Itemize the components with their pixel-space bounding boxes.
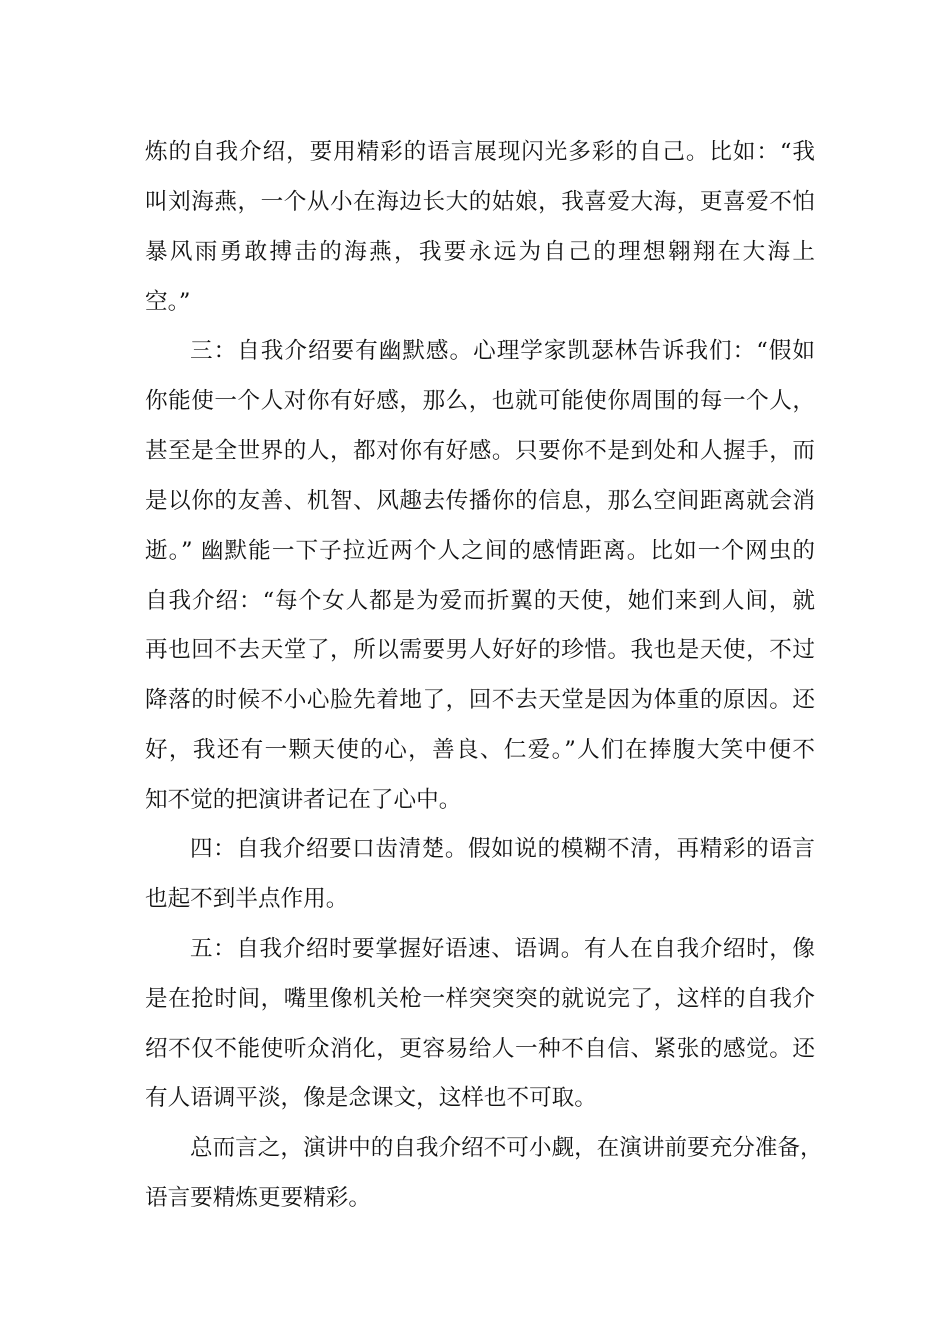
text-line: 是在抢时间，嘴里像机关枪一样突突突的就说完了，这样的自我介 [145, 986, 815, 1012]
text-line: 你能使一个人对你有好感，那么，也就可能使你周围的每一个人， [145, 388, 815, 414]
text-line: 暴风雨勇敢搏击的海燕，我要永远为自己的理想翱翔在大海上 [145, 239, 815, 265]
text-line: 甚至是全世界的人，都对你有好感。只要你不是到处和人握手，而 [145, 438, 815, 464]
paragraph-first-line: 总而言之，演讲中的自我介绍不可小觑，在演讲前要充分准备， [190, 1135, 823, 1161]
text-line: 语言要精炼更要精彩。 [145, 1185, 371, 1211]
paragraph-first-line: 三：自我介绍要有幽默感。心理学家凯瑟林告诉我们：“假如 [190, 338, 815, 364]
text-line: 绍不仅不能使听众消化，更容易给人一种不自信、紧张的感觉。还 [145, 1036, 815, 1062]
text-line: 逝。” 幽默能一下子拉近两个人之间的感情距离。比如一个网虫的 [145, 538, 815, 564]
text-line: 有人语调平淡，像是念课文，这样也不可取。 [145, 1085, 597, 1111]
text-line: 空。” [145, 289, 191, 315]
paragraph-first-line: 四：自我介绍要口齿清楚。假如说的模糊不清，再精彩的语言 [190, 836, 815, 862]
text-line: 也起不到半点作用。 [145, 886, 349, 912]
text-line: 好，我还有一颗天使的心，善良、仁爱。”人们在捧腹大笑中便不 [145, 737, 815, 763]
paragraph-first-line: 五：自我介绍时要掌握好语速、语调。有人在自我介绍时，像 [190, 936, 815, 962]
text-line: 知不觉的把演讲者记在了心中。 [145, 787, 462, 813]
text-line: 是以你的友善、机智、风趣去传播你的信息，那么空间距离就会消 [145, 488, 815, 514]
text-line: 叫刘海燕，一个从小在海边长大的姑娘，我喜爱大海，更喜爱不怕 [145, 189, 815, 215]
text-line: 自我介绍：“每个女人都是为爱而折翼的天使，她们来到人间，就 [145, 588, 815, 614]
text-line: 炼的自我介绍，要用精彩的语言展现闪光多彩的自己。比如：“我 [145, 139, 815, 165]
text-line: 降落的时候不小心脸先着地了，回不去天堂是因为体重的原因。还 [145, 687, 815, 713]
text-line: 再也回不去天堂了，所以需要男人好好的珍惜。我也是天使，不过 [145, 637, 815, 663]
